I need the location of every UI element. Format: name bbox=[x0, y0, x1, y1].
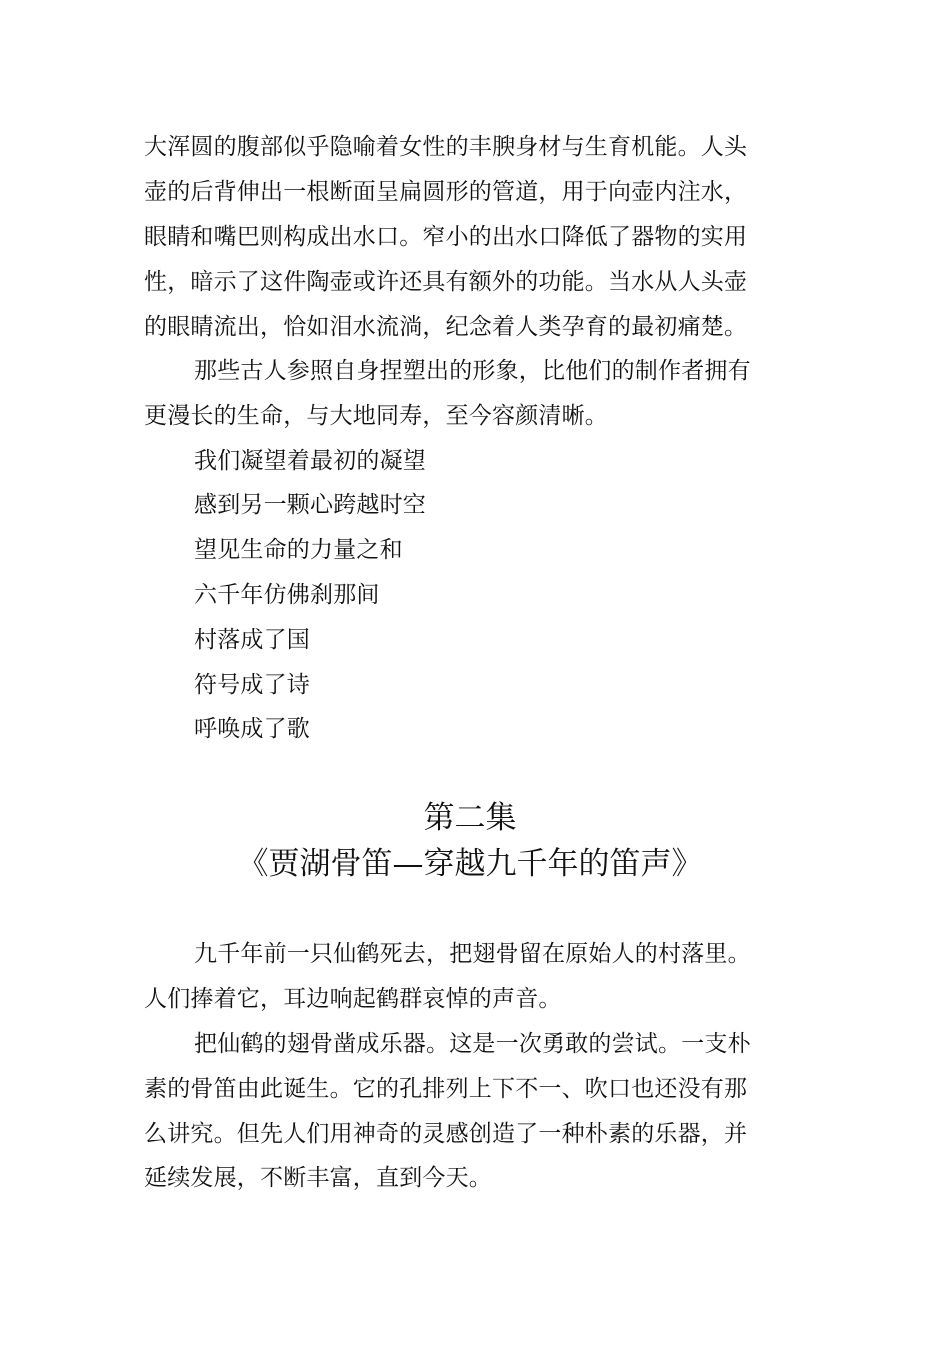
paragraph-line: 人们捧着它，耳边响起鹤群哀悼的声音。 bbox=[144, 986, 562, 1012]
paragraph-line: 性，暗示了这件陶壶或许还具有额外的功能。当水从人头壶 bbox=[144, 269, 748, 295]
paragraph-line: 那些古人参照自身捏塑出的形象，比他们的制作者拥有 bbox=[194, 358, 751, 384]
paragraph-line: 么讲究。但先人们用神奇的灵感创造了一种朴素的乐器，并 bbox=[144, 1121, 748, 1147]
poem-line: 村落成了国 bbox=[194, 627, 310, 653]
episode-heading: 第二集 bbox=[423, 800, 517, 836]
poem-line: 感到另一颗心跨越时空 bbox=[194, 492, 426, 518]
poem-line: 六千年仿佛刹那间 bbox=[194, 582, 380, 608]
poem-line: 我们凝望着最初的凝望 bbox=[194, 448, 426, 474]
episode-title: 《贾湖骨笛—穿越九千年的笛声》 bbox=[237, 846, 703, 882]
paragraph-line: 大浑圆的腹部似乎隐喻着女性的丰腴身材与生育机能。人头 bbox=[144, 134, 748, 160]
paragraph-line: 九千年前一只仙鹤死去，把翅骨留在原始人的村落里。 bbox=[194, 941, 751, 967]
poem-line: 望见生命的力量之和 bbox=[194, 537, 403, 563]
paragraph-line: 壶的后背伸出一根断面呈扁圆形的管道，用于向壶内注水， bbox=[144, 179, 748, 205]
poem-line: 符号成了诗 bbox=[194, 672, 310, 698]
poem-line: 呼唤成了歌 bbox=[194, 716, 310, 742]
paragraph-line: 眼睛和嘴巴则构成出水口。窄小的出水口降低了器物的实用 bbox=[144, 224, 748, 250]
paragraph-line: 延续发展，不断丰富，直到今天。 bbox=[144, 1165, 492, 1191]
paragraph-line: 的眼睛流出，恰如泪水流淌，纪念着人类孕育的最初痛楚。 bbox=[144, 314, 748, 340]
paragraph-line: 更漫长的生命，与大地同寿，至今容颜清晰。 bbox=[144, 403, 608, 429]
paragraph-line: 素的骨笛由此诞生。它的孔排列上下不一、吹口也还没有那 bbox=[144, 1076, 748, 1102]
paragraph-line: 把仙鹤的翅骨凿成乐器。这是一次勇敢的尝试。一支朴 bbox=[194, 1031, 751, 1057]
